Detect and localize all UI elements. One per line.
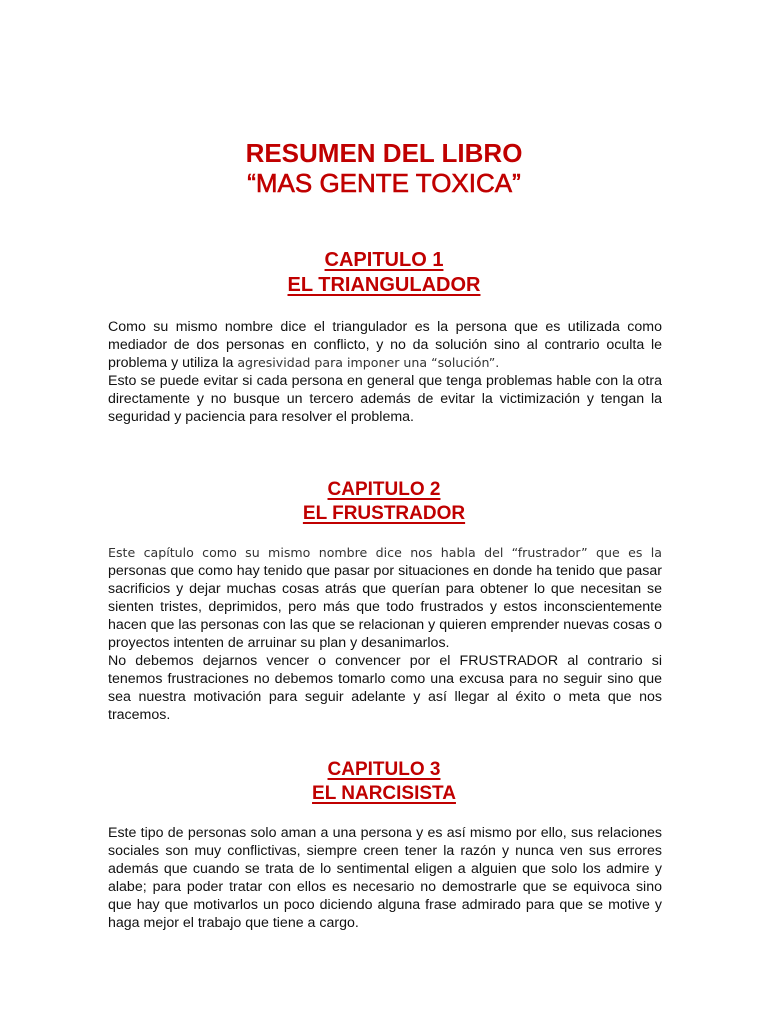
chapter-1-paragraph-1-text-alt-font: agresividad para imponer una “solución”. <box>237 355 500 370</box>
chapter-2-paragraph-1 <box>108 544 662 652</box>
chapter-3-name: EL NARCISISTA <box>312 783 456 804</box>
chapter-2-number: CAPITULO 2 <box>327 479 441 500</box>
chapter-1-heading <box>0 248 768 298</box>
chapter-2-paragraph-2: No debemos dejarnos vencer o convencer por el FRUSTRADOR al contrario si tenemos frustraciones no debemos tomarlo como una excusa para no seguir sino que sea nuestra motivación para seguir adelante y así llegar al éxito o meta que nos tracemos. <box>108 653 662 723</box>
chapter-2-paragraph-1-text: personas que como hay tenido que pasar por situaciones en donde ha tenido que pasar sacrificios y dejar muchas cosas atrás que querían para obtener lo que necesitan se sienten tristes, deprimidos, pero más que todo frustrados y estos inconscientemente hacen que las personas con las que se relacionan y quieren emprender nuevas cosas o proyectos intenten de arruinar su plan y desanimarlos. <box>108 563 662 651</box>
chapter-2-paragraph-1-text-alt-font: Este capítulo como su mismo nombre dice nos habla del “frustrador” que es la <box>108 545 662 560</box>
chapter-2-heading <box>0 478 768 526</box>
chapter-2-name: EL FRUSTRADOR <box>302 503 466 524</box>
chapter-1-paragraph-1 <box>108 318 662 372</box>
chapter-1-name: EL TRIANGULADOR <box>287 274 481 296</box>
chapter-3-number: CAPITULO 3 <box>327 759 441 780</box>
chapter-1-paragraph-2: Esto se puede evitar si cada persona en general que tenga problemas hable con la otra directamente y no busque un tercero además de evitar la victimización y tengan la seguridad y paciencia para resolver el problema. <box>108 373 662 425</box>
chapter-3-paragraph-1: Este tipo de personas solo aman a una persona y es así mismo por ello, sus relaciones sociales son muy conflictivas, siempre creen tener la razón y nunca ven sus errores además que cuando se trata de lo sentimental eligen a alguien que solo los admire y alabe; para poder tratar con ellos es necesario no demostrarle que se equivoca sino que hay que motivarlos un poco diciendo alguna frase admirado para que se motive y haga mejor el trabajo que tiene a cargo. <box>108 825 662 931</box>
chapter-3-heading <box>0 758 768 806</box>
chapter-1-number: CAPITULO 1 <box>324 249 444 271</box>
document-title: RESUMEN DEL LIBRO <box>245 138 523 168</box>
chapter-1-body <box>108 318 662 426</box>
book-title: “MAS GENTE TOXICA” <box>247 168 521 198</box>
chapter-2-body <box>108 544 662 724</box>
chapter-1-paragraph-1-text: Como su mismo nombre dice el triangulador es la persona que es utilizada como mediador de dos personas en conflicto, y no da solución sino al contrario oculta le problema y utiliza la <box>108 319 662 371</box>
chapter-3-body <box>108 824 662 932</box>
